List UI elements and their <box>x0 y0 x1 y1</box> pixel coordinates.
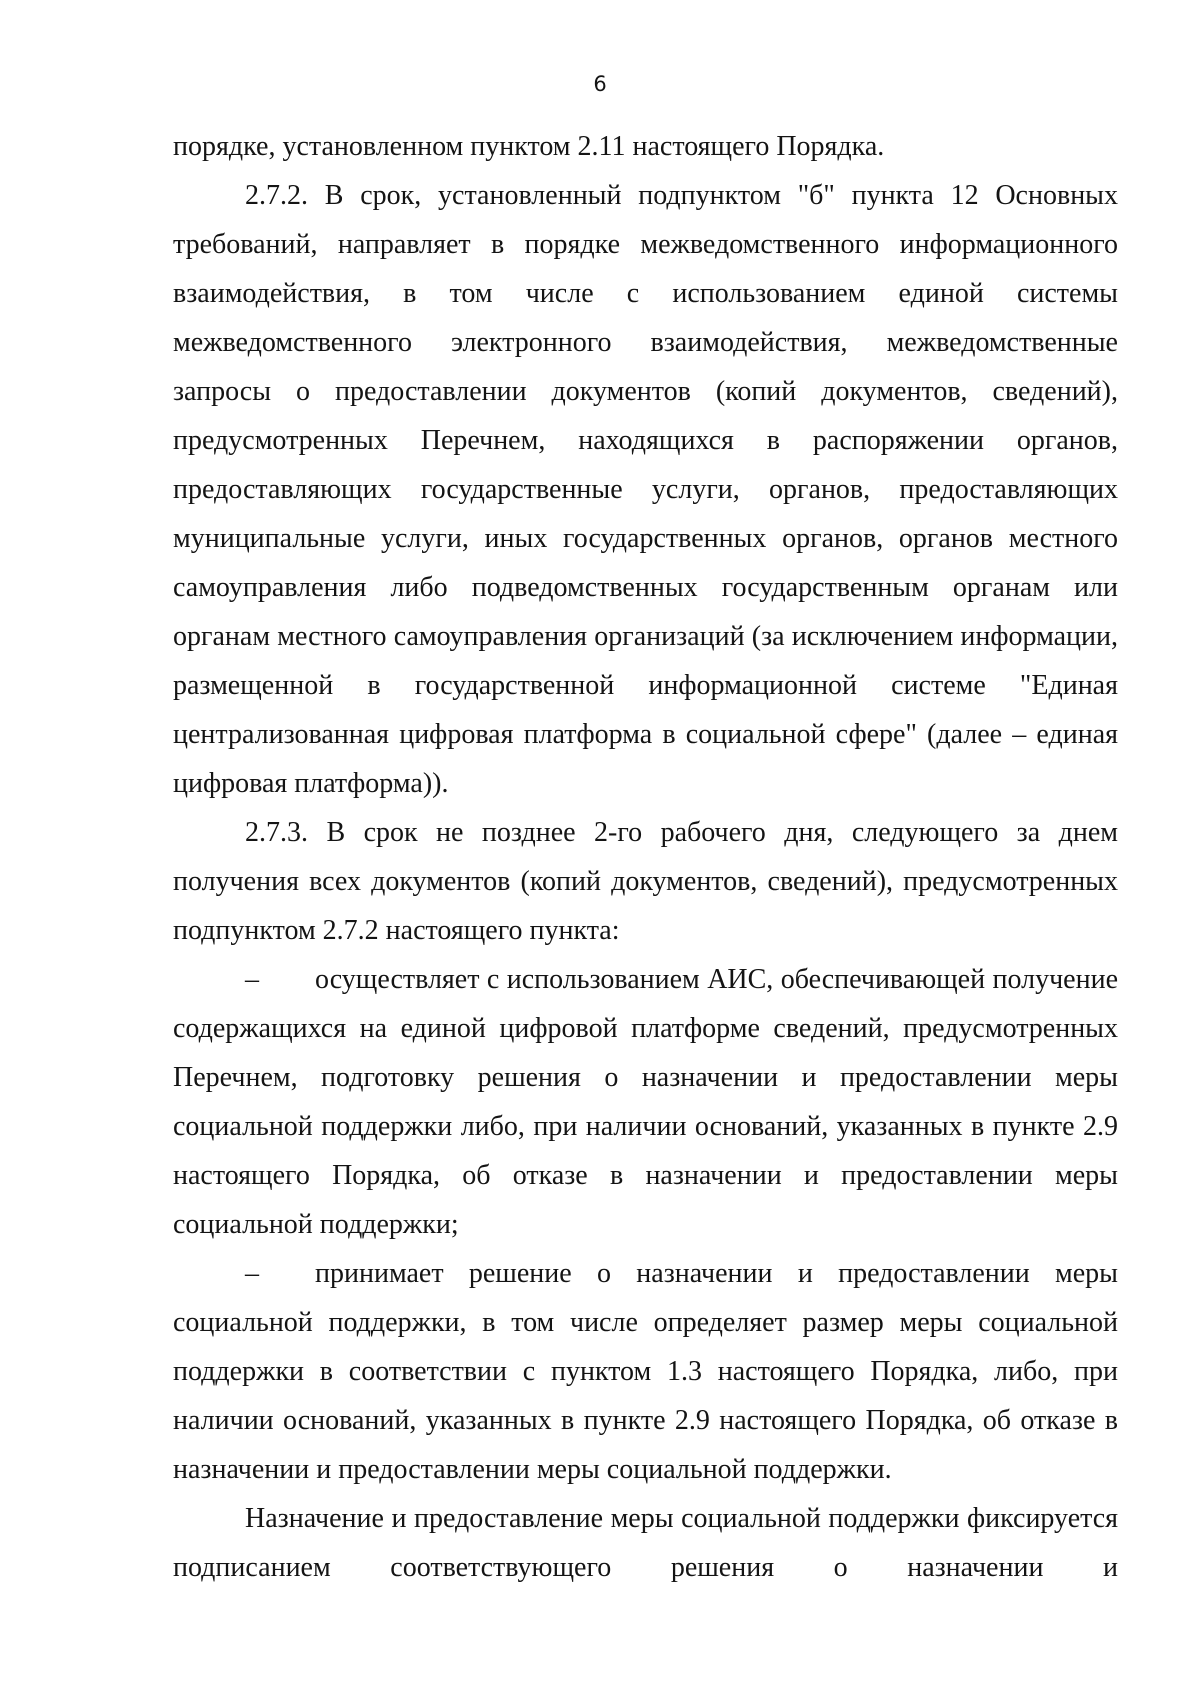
paragraph-2-7-2: 2.7.2. В срок, установленный подпунктом "б" пункта 12 Основных требований, направляет в порядке межведомственного информационного взаимодействия, в том числе с использованием единой системы межведомственного электронного взаимодействия, межведомственные запросы о предоставлении документов (копий документов, сведений), предусмотренных Перечнем, находящихся в распоряжении органов, предоставляющих государственные услуги, органов, предоставляющих муниципальные услуги, иных государственных органов, органов местного самоуправления либо подведомственных государственным органам или органам местного самоуправления организаций (за исключением информации, размещенной в государственной информационной системе "Единая централизованная цифровая платформа в социальной сфере" (далее – единая цифровая платформа)). <box>173 180 1118 799</box>
paragraph-assignment: Назначение и предоставление меры социальной поддержки фиксируется подписанием соответствующего решения о назначении и <box>173 1503 1118 1583</box>
list-item-makes-decision: – принимает решение о назначении и предоставлении меры социальной поддержки, в том числе определяет размер меры социальной поддержки в соответствии с пунктом 1.3 настоящего Порядка, либо, при наличии оснований, указанных в пункте 2.9 настоящего Порядка, об отказе в назначении и предоставлении меры социальной поддержки. <box>173 1258 1118 1485</box>
list-item-prepares-decision: – осуществляет с использованием АИС, обеспечивающей получение содержащихся на единой цифровой платформе сведений, предусмотренных Перечнем, подготовку решения о назначении и предоставлении меры социальной поддержки либо, при наличии оснований, указанных в пункте 2.9 настоящего Порядка, об отказе в назначении и предоставлении меры социальной поддержки; <box>173 964 1118 1240</box>
document-body <box>173 122 1118 1592</box>
paragraph-2-7-3: 2.7.3. В срок не позднее 2-го рабочего дня, следующего за днем получения всех документов (копий документов, сведений), предусмотренных подпунктом 2.7.2 настоящего пункта: <box>173 817 1118 946</box>
paragraph-continuation: порядке, установленном пунктом 2.11 настоящего Порядка. <box>173 131 885 162</box>
page-number: 6 <box>593 72 607 96</box>
